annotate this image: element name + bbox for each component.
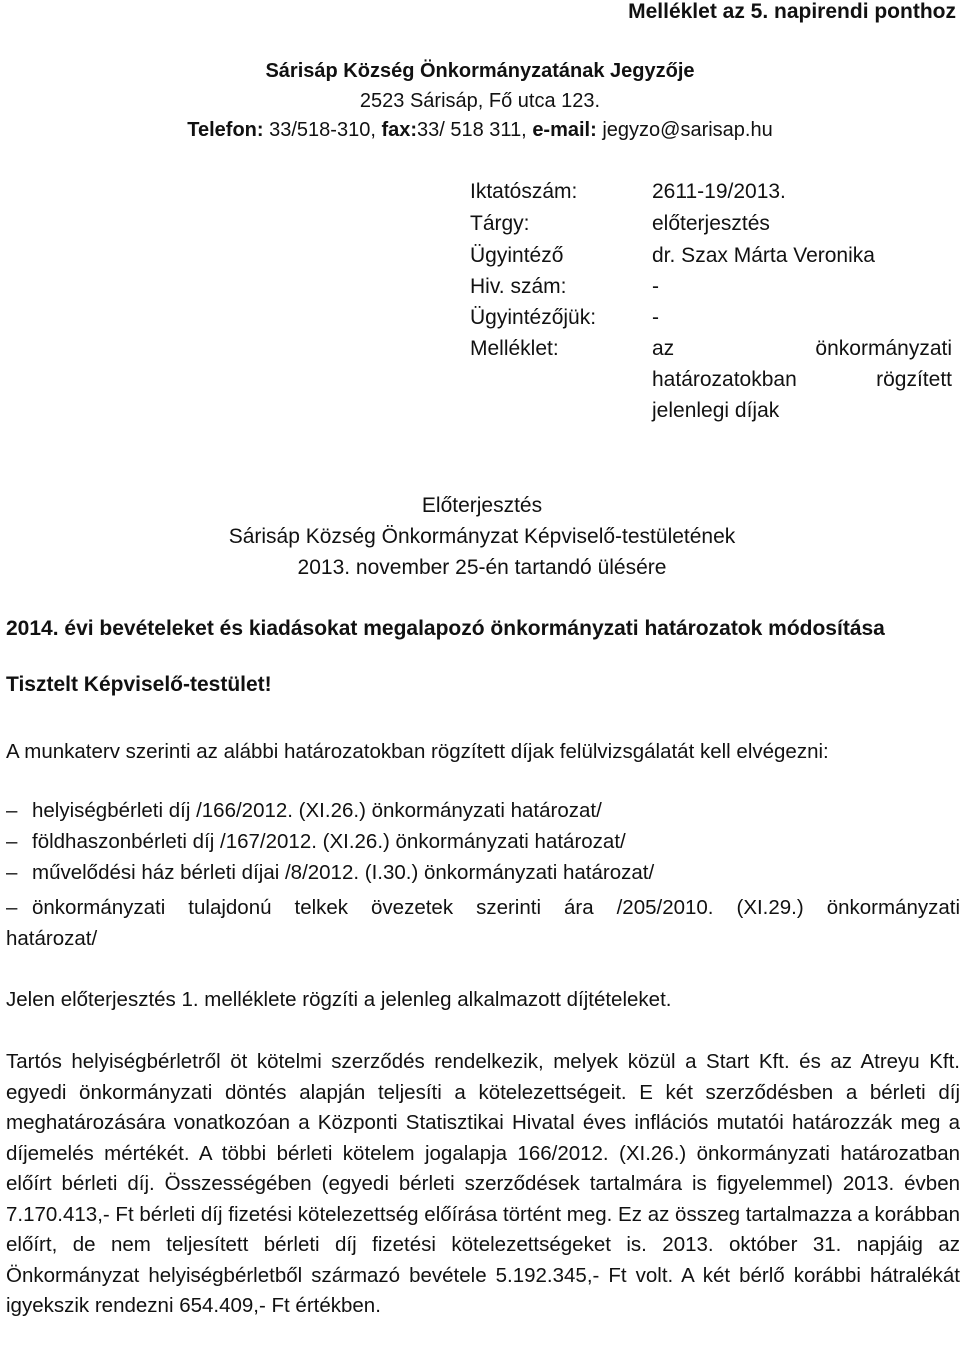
- office-address: 2523 Sárisáp, Fő utca 123.: [359, 90, 601, 112]
- list-item-text: művelődési ház bérleti díjai /8/2012. (I.30.) önkormányzati határozat/: [32, 861, 655, 884]
- phone-label: Telefon:: [187, 119, 264, 141]
- proposal-title: [0, 490, 960, 583]
- title-line-2: Sárisáp Község Önkormányzat Képviselő-testületének: [228, 525, 736, 548]
- email-label: e-mail:: [532, 119, 597, 141]
- meta-label-administrator: Ügyintéző: [470, 244, 564, 267]
- dash-bullet: –: [6, 830, 18, 853]
- salutation: Tisztelt Képviselő-testület!: [6, 673, 272, 696]
- phone-number: 33/518-310,: [263, 119, 382, 141]
- meta-value-attachment-line1: az önkormányzati: [652, 337, 952, 360]
- list-item: [6, 799, 602, 823]
- list-item: [6, 830, 626, 854]
- meta-label-attachment: Melléklet:: [470, 337, 559, 360]
- meta-value-filing-number: 2611-19/2013.: [652, 180, 786, 203]
- list-item-4-line2: határozat/: [6, 927, 98, 950]
- title-line-3: 2013. november 25-én tartandó ülésére: [297, 556, 667, 579]
- meta-label-filing-number: Iktatószám:: [470, 180, 578, 203]
- meta-value-administrator: dr. Szax Márta Veronika: [652, 244, 875, 267]
- list-item-text: önkormányzati tulajdonú telkek övezetek szerinti ára /205/2010. (XI.29.) önkormányzati: [32, 896, 960, 919]
- meta-value-their-administrator: -: [652, 306, 659, 329]
- meta-label-ref-number: Hiv. szám:: [470, 275, 567, 298]
- list-item-text: helyiségbérleti díj /166/2012. (XI.26.) önkormányzati határozat/: [32, 799, 602, 822]
- meta-label-subject: Tárgy:: [470, 212, 530, 235]
- dash-bullet: –: [6, 861, 18, 884]
- meta-value-ref-number: -: [652, 275, 659, 298]
- office-name: Sárisáp Község Önkormányzatának Jegyzője: [265, 60, 695, 82]
- title-line-1: Előterjesztés: [421, 494, 543, 517]
- list-item: [6, 861, 654, 885]
- email-address[interactable]: jegyzo@sarisap.hu: [596, 119, 773, 141]
- meta-value-subject: előterjesztés: [652, 212, 770, 235]
- dash-bullet: –: [6, 896, 18, 919]
- meta-label-their-administrator: Ügyintézőjük:: [470, 306, 597, 329]
- paragraph-rental-details: Tartós helyiségbérletről öt kötelmi szerződés rendelkezik, melyek közül a Start Kft. és az Atreyu Kft. egyedi önkormányzati döntés alapján teljesíti a kötelezettségeit. E két szerződésben a bérleti díj meghatározására vonatkozóan a Központi Statisztikai Hivatal éves inflációs mutatói határozzák meg a díjemelés mértékét. A többi bérleti kötelem jogalapja 166/2012. (XI.26.) önkormányzati határozatban előírt bérleti díj. Összességében (egyedi bérleti szerződések tartalmára is figyelemmel) 2013. évben 7.170.413,- Ft bérleti díj fizetési kötelezettség előírása történt meg. Ez az összeg tartalmazza a korábban előírt, de nem teljesített bérleti díj fizetési kötelezettségeket is. 2013. október 31. napjáig az Önkormányzat helyiségbérletből származó bevétele 5.192.345,- Ft volt. A két bérlő korábbi hátralékát igyekszik rendezni 654.409,- Ft értékben.: [6, 1050, 960, 1317]
- dash-bullet: –: [6, 799, 18, 822]
- subject-heading: 2014. évi bevételeket és kiadásokat megalapozó önkormányzati határozatok módosítása: [6, 617, 885, 640]
- meta-value-attachment-line3: jelenlegi díjak: [652, 399, 780, 422]
- annex-label: Melléklet az 5. napirendi ponthoz: [628, 0, 956, 23]
- list-item-text: földhaszonbérleti díj /167/2012. (XI.26.) önkormányzati határozat/: [32, 830, 626, 853]
- meta-value-attachment-line2: határozatokban rögzített: [652, 368, 952, 391]
- intro-paragraph: A munkaterv szerinti az alábbi határozatokban rögzített díjak felülvizsgálatát kell elvégezni:: [6, 740, 829, 763]
- fax-number: 33/ 518 311,: [417, 119, 533, 141]
- office-contact: [0, 119, 960, 142]
- paragraph-attachment-note: Jelen előterjesztés 1. melléklete rögzíti a jelenleg alkalmazott díjtételeket.: [6, 988, 672, 1011]
- list-item-4-line1: [6, 893, 960, 922]
- fax-label: fax:: [381, 119, 418, 141]
